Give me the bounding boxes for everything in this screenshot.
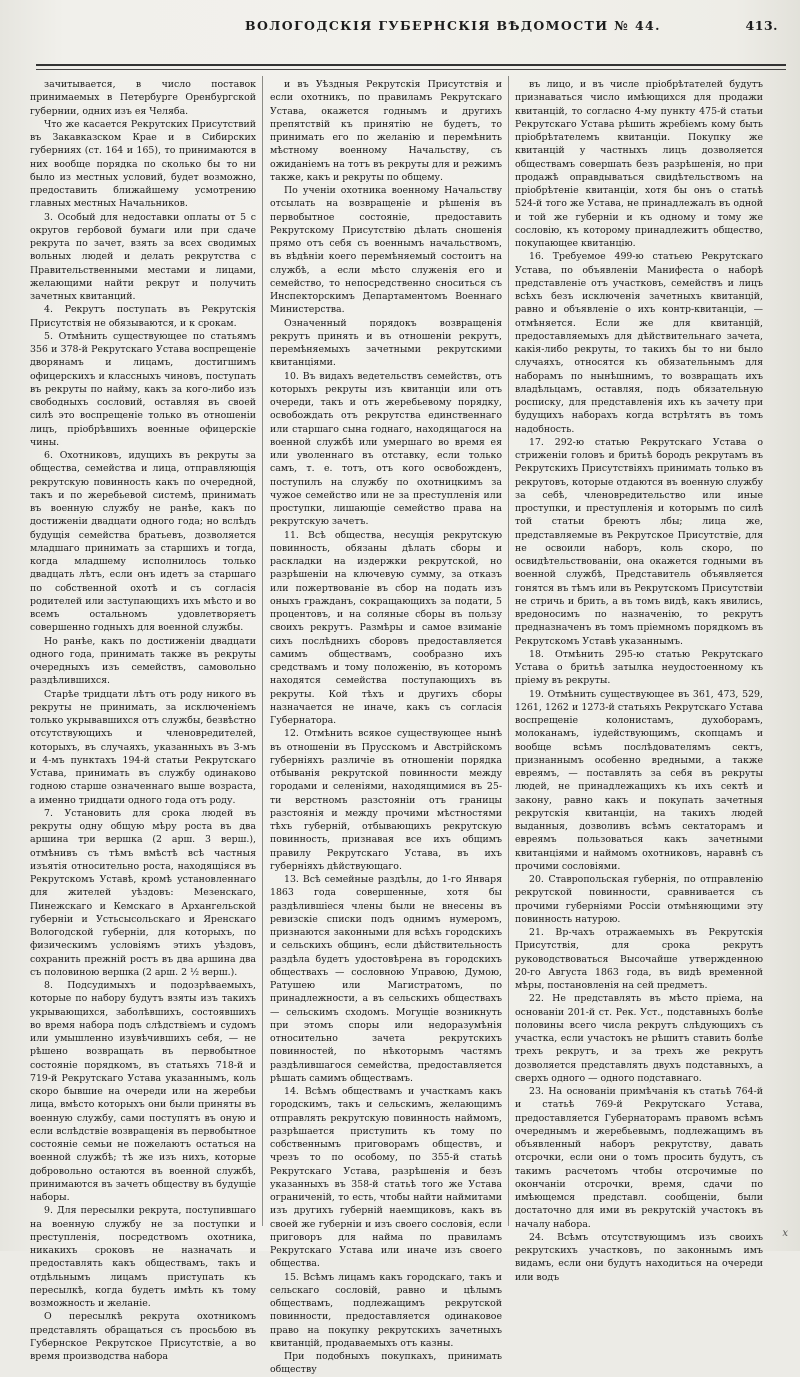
paragraph: Что же касается Рекрутских Присутствий въ Закавказском Крае и в Сибирских губерниях (ст. 164 и 165), то принимаются в них вообще порядка по сколько бы то ни было из местных условий, будет возможно, предоставить ближайшему усмотрению главных местных Начальников. xyxy=(30,118,256,210)
header-rule-thick xyxy=(36,64,786,66)
page-mark: х xyxy=(782,1228,788,1239)
paragraph: 24. Всѣмъ отсутствующимъ изъ своихъ рекрутскихъ участковъ, по законнымъ имъ видамъ, если они будутъ находиться на очереди или водъ xyxy=(515,1231,763,1283)
running-title: ВОЛОГОДСКІЯ ГУБЕРНСКІЯ ВѢДОМОСТИ № 44. xyxy=(245,18,661,33)
paragraph: 20. Ставропольская губернія, по отправленію рекрутской повинности, сравнивается съ прочими губерніями Россіи отмѣняющими эту повинность натурою. xyxy=(515,874,763,925)
paragraph: 8. Подсудимыхъ и подозрѣваемыхъ, которые по набору будутъ взяты изъ такихъ укрывающихся, заболѣвшихъ, состоявшихъ во время набора подъ слѣдствіемъ и судомъ или умышленно изувѣчившихъ себя, — не рѣшено возвращать въ первобытное состояніе порядкомъ, въ статьяхъ 718-й и 719-й Рекрутскаго Устава указаннымъ, коль скоро бывшие на очереди или на жеребьи лица, вмѣсто которыхъ они были приняты въ военную службу, сами поступятъ въ оную и если вслѣдствіе возвращенія въ первобытное состояніе семьи не пожелаютъ остаться на военной службѣ; тѣ же изъ нихъ, которые добровольно остаются въ военной службѣ, принимаются въ зачетъ обществу въ будущіе наборы. xyxy=(30,980,256,1203)
paragraph: въ лицо, и въ числе пріобрѣтателей будутъ признаваться число имѣющихся для продажи квитанцій, то согласно 4-му пункту 475-й статьи Рекрутскаго Устава рѣшить жребіемъ кому быть пріобрѣтателемъ квитанціи. Покупку же квитанцій у частныхъ лицъ дозволяется обществамъ совершать безъ разрѣшенія, но при продажѣ оправдываться свидѣтельствомъ на пріобрѣтеніе квитанціи, хотя бы онъ о статьѣ 524-й того же Устава, не принадлежалъ въ одной и той же губерніи и къ одному и тому же сословію, къ которому принадлежитъ общество, покупающее квитанцію. xyxy=(515,79,763,249)
column-right xyxy=(515,78,763,1283)
paragraph: 22. Не представлять въ мѣсто пріема, на основаніи 201-й ст. Рек. Уст., подставныхъ болѣе половины всего числа рекрутъ слѣдующихъ съ участка, если участокъ не рѣшитъ ставить болѣе трехъ рекрутъ, и за трехъ же рекрутъ дозволяется представлять двухъ подставныхъ, а сверхъ одного — одного подставнаго. xyxy=(515,993,763,1084)
paragraph: и въ Уѣздныя Рекрутскія Присутствія и если охотникъ, по правиламъ Рекрутскаго Устава, окажется годнымъ и другихъ препятствій къ принятію не будетъ, то принимать его по желанію и перемѣнить мѣстному военному Начальству, съ ожиданіемъ на тотъ въ рекруты для и режимъ также, какъ и рекруты по общему. xyxy=(270,79,502,183)
paragraph: 17. 292-ю статью Рекрутскаго Устава о стриженіи головъ и бритьѣ бородъ рекрутамъ въ Рекрутскихъ Присутствіяхъ принимать только въ рекрутовъ, которые отдаются въ военную службу за себѣ, членовредительство или иные проступки, и преступленія и которымъ по силѣ той статьи бреютъ лбы; лица же, представляемые въ Рекрутское Присутствіе, для не освоили наборъ, коль скоро, по освидѣтельствованіи, она окажется годными въ военной службѣ, Представитель объявляется гонятся въ тѣмъ или въ Рекрутскомъ Присутствіи не стричь и брить, а въ томъ видѣ, какъ явились, вредоносимъ по назначенію, то рекрутъ предназначенъ въ томъ пріемномъ порядкомъ въ Рекрутскомъ Уставѣ указаннымъ. xyxy=(515,436,763,647)
paragraph: Означенный порядокъ возвращенія рекрутъ принять и въ отношеніи рекрутъ, перемѣняемыхъ зачетными рекрутскими квитанціями. xyxy=(270,317,502,369)
paragraph: 6. Охотниковъ, идущихъ въ рекруты за общества, семейства и лица, отправляющія рекрутскую повинность какъ по очередной, такъ и по жеребьевой системѣ, принимать въ военную службу не ранѣе, какъ по достиженіи двадцати одного года; но вслѣдъ будущія семейства братьевъ, дозволяется младшаго принимать за старшихъ и тогда, когда младшему исполнилось только двадцать лѣтъ, если онъ идетъ за старшаго по собственной охотѣ и съ согласія родителей или заступающихъ ихъ мѣсто и во всемъ остальномъ удовлетворяетъ совершенно годныхъ для военной службы. xyxy=(30,450,256,634)
paragraph: 9. Для пересылки рекрута, поступившаго на военную службу не за поступки и преступленія, посредствомъ охотника, никакихъ сроковъ не назначать и предоставлять какъ обществамъ, такъ и отдѣльнымъ лицамъ приступать къ пересылкѣ, когда будетъ имѣть къ тому возможность и желаніе. xyxy=(30,1205,256,1309)
paragraph: 3. Особый для недоставки оплаты от 5 с округов гербовой бумаги или при сдаче рекрута по зачет, взять за всех сводимых вольных людей и делать рекрутства с Правительственными местами и лицами, желающими найти рекрут и получить зачетных квитанций. xyxy=(30,211,256,302)
column-middle xyxy=(270,78,502,1376)
paragraph: 19. Отмѣнить существующее въ 361, 473, 529, 1261, 1262 и 1273-й статьяхъ Рекрутскаго Устава воспрещеніе колонистамъ, духоборамъ, молоканамъ, іудействующимъ, скопцамъ и вообще всѣмъ послѣдователямъ сектъ, признаннымъ особенно вредными, а также евреямъ, — поставлять за себя въ рекруты людей, не принадлежащихъ къ ихъ сектѣ и закону, равно какъ и покупать зачетныя рекрутскія квитанціи, на такихъ людей выданныя, дозволивъ всѣмъ сектаторамъ и евреямъ пользоваться какъ зачетными квитанціями и наймомъ охотниковъ, наравнѣ съ прочими сословіями. xyxy=(515,688,763,872)
paragraph: 23. На основаніи примѣчанія къ статьѣ 764-й и статьѣ 769-й Рекрутскаго Устава, предоставляется Губернаторамъ правомъ всѣмъ очереднымъ и жеребьевымъ, подлежащимъ въ объявленный наборъ рекрутству, давать отсрочки, если они о томъ просить будутъ, съ такимъ расчетомъ чтобы отсрочимые по окончаніи отсрочки, время, сдачи по имѣющемся представл. сообщеніи, были достаточно для ими въ рекрутскій участокъ въ началу набора. xyxy=(515,1086,763,1230)
paragraph: 7. Установить для срока людей въ рекруты одну общую мѣру роста въ два аршина три вершка (2 арш. 3 верш.), отмѣнивъ съ тѣмъ вмѣстѣ всѣ частныя изъятія относительно роста, находящіяся въ Рекрутскомъ Уставѣ, кромѣ установленнаго для жителей уѣздовъ: Мезенскаго, Пинежскаго и Кемскаго в Архангельской губерніи и Устьсысольскаго и Яренскаго Вологодской губерніи, для которыхъ, по физическимъ условіямъ этихъ уѣздовъ, сохранить прежній ростъ въ два аршина два съ половиною вершка (2 арш. 2 ½ верш.). xyxy=(30,807,256,978)
paragraph: 10. Въ видахъ ведетельствъ семействъ, отъ которыхъ рекруты изъ квитанціи или отъ очереди, такъ и отъ жеребьевому порядку, освобождать отъ рекрутства единственнаго или старшаго сына годнаго, находящагося на военной службѣ или умершаго во время ея или уволеннаго въ отставку, если только самъ, т. е. тотъ, отъ кого освобожденъ, поступилъ на службу по охотницкимъ за чужое семейство или не за преступленія или проступки, лишающіе семейство права на рекрутскую зачетъ. xyxy=(270,370,502,528)
paragraph: Но ранѣе, какъ по достиженіи двадцати одного года, принимать также въ рекруты очередныхъ изъ семействъ, самовольно раздѣлившихся. xyxy=(30,635,256,687)
paragraph: 4. Рекрутъ поступать въ Рекрутскія Присутствія не обязываются, и к срокам. xyxy=(30,304,256,329)
paragraph: По ученіи охотника военному Начальству отсылать на возвращеніе и рѣшенія въ первобытное состояніе, предоставить Рекрутскому Присутствію дѣлать сношенія прямо отъ себя съ военнымъ начальствомъ, въ вѣдѣніи коего перемѣняемый состоитъ на службѣ, а если мѣсто служенія его и семейство, то непосредственно сноситься съ Инспекторскимъ Департаментомъ Военнаго Министерства. xyxy=(270,185,502,316)
column-divider-right xyxy=(508,76,509,1226)
paragraph: 13. Всѣ семейные раздѣлы, до 1-го Января 1863 года совершенные, хотя бы раздѣлившіеся члены были не внесены въ ревизскіе списки подъ однимъ нумеромъ, признаются законными для всѣхъ городскихъ и сельскихъ общинъ, если дѣйствительность раздѣла будетъ удостовѣрена въ городскихъ обществахъ — сословною Управою, Думою, Ратушею или Магистратомъ, по принадлежности, а въ сельскихъ обществахъ — сельскимъ сходомъ. Могущіе возникнуть при этомъ споры или недоразумѣнія относительно зачета рекрутскихъ повинностей, по нѣкоторымъ частямъ раздѣлившагося семейства, предоставляется рѣшать самимъ обществамъ. xyxy=(270,874,502,1084)
paragraph: При подобныхъ покупкахъ, принимать обществу xyxy=(270,1351,502,1376)
paragraph: 15. Всѣмъ лицамъ какъ городскаго, такъ и сельскаго сословій, равно и цѣлымъ обществамъ, подлежащимъ рекрутской повинности, предоставляется одинаковое право на покупку рекрутскихъ зачетныхъ квитанцій, продаваемыхъ отъ казны. xyxy=(270,1271,502,1349)
header-rule-thin xyxy=(36,69,786,70)
column-left xyxy=(30,78,256,1362)
column-divider-left xyxy=(262,76,263,1226)
paragraph: 21. Вр-чахъ отражаемыхъ въ Рекрутскія Присутствія, для срока рекрутъ руководствоваться Высочайше утвержденною 20-го Августа 1863 года, въ видѣ временной мѣры, постановленія на сей предметъ. xyxy=(515,927,763,991)
page-header xyxy=(40,14,780,36)
paragraph: зачитывается, в число поставок принимаемых в Петербурге Оренбургской губернии, одних изъ ея Челяба. xyxy=(30,79,256,117)
page-number: 413. xyxy=(745,18,778,33)
paragraph: О пересылкѣ рекрута охотникомъ представлять обращаться съ просьбою въ Губернское Рекрутское Присутствіе, а во время производства набора xyxy=(30,1311,256,1362)
paragraph: 11. Всѣ общества, несущія рекрутскую повинность, обязаны дѣлать сборы и раскладки на издержки рекрутской, но разрѣшеніи на ключевую сумму, за отказъ или пожертвованіе въ сбор на подать изъ оныхъ гражданъ, сокращающихъ за подати, 5 процентовъ, и на соляные сборы въ пользу своихъ рекрутъ. Размѣры и самое взиманіе сихъ послѣднихъ сборовъ предоставляется самимъ обществамъ, сообразно ихъ средствамъ и тому положенію, въ которомъ находятся семейства поступающихъ въ рекруты. Кой тѣхъ и другихъ сборы назначается не иначе, какъ съ согласія Губернатора. xyxy=(270,529,502,726)
paragraph: 16. Требуемое 499-ю статьею Рекрутскаго Устава, по объявленіи Манифеста о наборѣ представленіе отъ участковъ, семействъ и лицъ всѣхъ безъ исключенія зачетныхъ квитанцій, равно и объявленіе о ихъ контр-квитанціи, — отмѣняется. Если же для квитанцій, предоставляемыхъ для дѣйствительнаго зачета, какія-либо рекруты, то такихъ бы то ни было случаяхъ, относятся къ обязательнымъ для наборамъ по нынѣшнимъ, то возвращать ихъ владѣльцамъ, оставляя, подъ обязательную росписку, для представленія ихъ къ зачету при будущихъ наборахъ когда встрѣтятъ въ томъ надобность. xyxy=(515,251,763,435)
paragraph: Старѣе тридцати лѣтъ отъ роду никого въ рекруты не принимать, за исключеніемъ только укрывавшихся отъ службы, безвѣстно отсутствующихъ и членовредителей, которыхъ, въ случаяхъ, указанныхъ въ 3-мъ и 4-мъ пунктахъ 194-й статьи Рекрутскаго Устава, принимать въ службу одинаково годною старше означеннаго выше возраста, а именно тридцати одного года отъ роду. xyxy=(30,688,256,806)
paragraph: 14. Всѣмъ обществамъ и участкамъ какъ городскимъ, такъ и сельскимъ, желающимъ отправлять рекрутскую повинность наймомъ, разрѣшается приступить къ тому по собственнымъ приговорамъ обществъ, и чрезъ то по особому, по 355-й статьѣ Рекрутскаго Устава, разрѣшенія и безъ указанныхъ въ 358-й статьѣ того же Устава ограниченій, то есть, чтобы найти наймитами изъ другихъ губерній наемщиковъ, какъ въ своей же губерніи и изъ своего сословія, если приговоръ для найма по правиламъ Рекрутскаго Устава или иначе изъ своего общества. xyxy=(270,1086,502,1270)
paragraph: 12. Отмѣнить всякое существующее нынѣ въ отношеніи въ Прусскомъ и Австрійскомъ губерніяхъ различіе въ отношеніи порядка отбыванія рекрутской повинности между городами и селеніями, находящимися въ 25-ти верстномъ разстояніи отъ границы разстоянія и между прочими мѣстностями тѣхъ губерній, отбывающихъ рекрутскую повинность, признавая все ихъ общимъ правилу Рекрутскаго Устава, въ ихъ губерніяхъ дѣйствующаго. xyxy=(270,728,502,872)
paragraph: 18. Отмѣнить 295-ю статью Рекрутскаго Устава о бритьѣ затылка неудостоенному къ пріему въ рекруты. xyxy=(515,648,763,687)
paragraph: 5. Отмѣнить существующее по статьямъ 356 и 378-й Рекрутскаго Устава воспрещеніе дворянамъ и лицамъ, достигшимъ офицерскихъ и классныхъ чиновъ, поступать въ рекруты по найму, какъ за кого-либо изъ свободныхъ сословий, оставляя въ своей силѣ это воспрещеніе только въ отношеніи лицъ, пріобрѣвшихъ военные офицерскіе чины. xyxy=(30,330,256,448)
